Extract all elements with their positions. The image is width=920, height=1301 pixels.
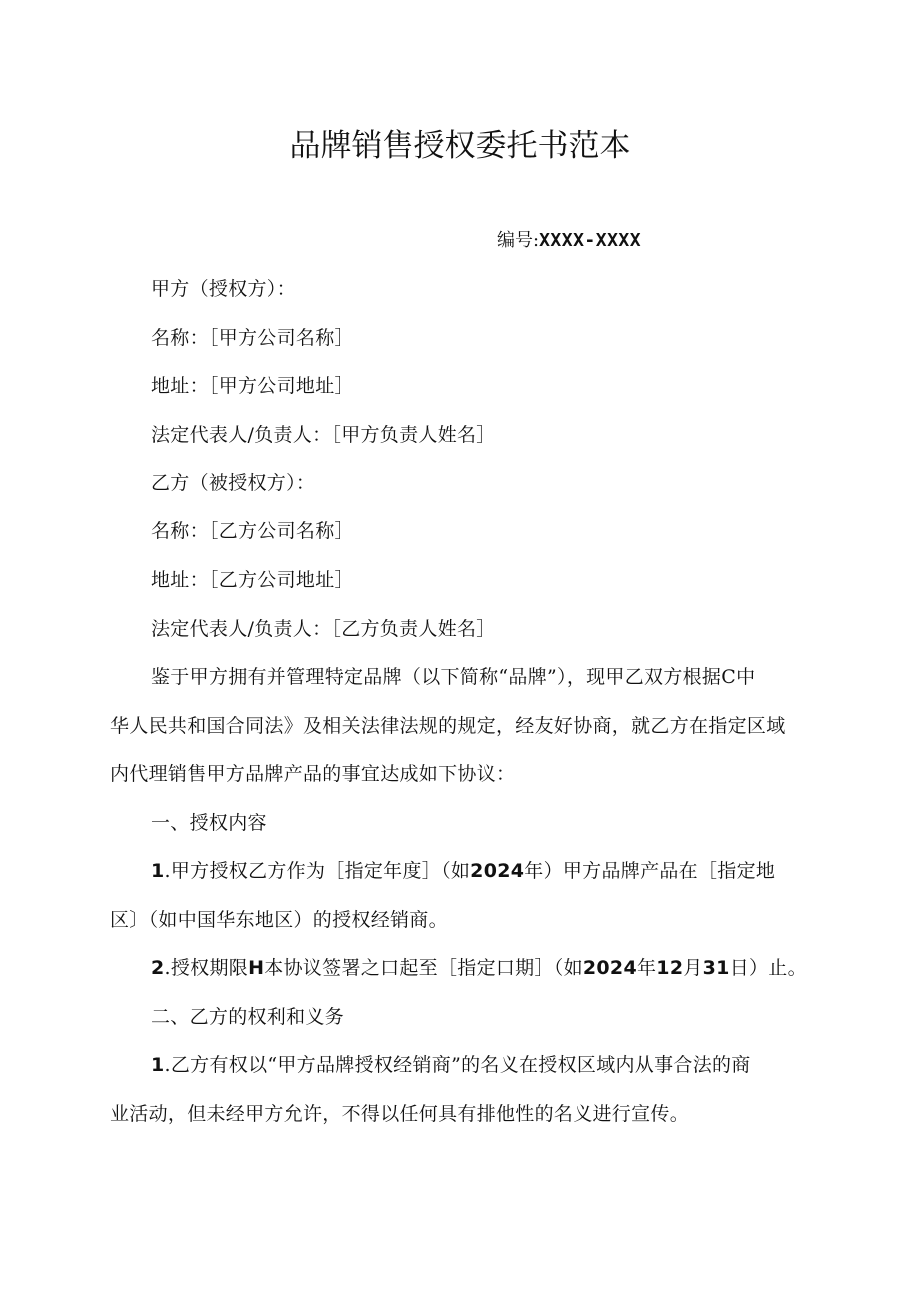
item-number: 1 [151, 1054, 165, 1076]
section-1-item-2 [151, 955, 807, 981]
document-title: 品牌销售授权委托书范本 [289, 128, 631, 164]
document-number-label: 编号: [497, 230, 540, 251]
item-number: 1 [151, 860, 165, 882]
month-value: 12 [656, 957, 684, 979]
item-text: 月 [683, 957, 703, 979]
party-b-heading: 乙方（被授权方）： [151, 472, 316, 494]
party-a-name: 名称：［甲方公司名称］ [151, 327, 354, 349]
section-1-heading: 一、授权内容 [151, 812, 267, 834]
party-a-heading: 甲方（授权方）： [151, 278, 296, 300]
party-b-address: 地址：［乙方公司地址］ [151, 569, 354, 591]
item-text: .授权期限 [164, 957, 249, 979]
day-value: 31 [702, 957, 730, 979]
item-text: 年）甲方品牌产品在［指定地 [524, 860, 776, 882]
item-text: 本协议签署之口起至［指定口期］（如 [264, 957, 583, 979]
document-number-value: XXXX-XXXX [539, 230, 642, 251]
preamble-line-3: 内代理销售甲方品牌产品的事宜达成如下协议： [110, 763, 516, 785]
document-number [497, 228, 641, 254]
section-2-heading: 二、乙方的权利和义务 [151, 1006, 345, 1028]
item-number: 2 [151, 957, 165, 979]
year-value: 2024 [470, 860, 525, 882]
year-value: 2024 [582, 957, 637, 979]
party-a-representative: 法定代表人/负责人：［甲方负责人姓名］ [151, 424, 496, 446]
section-1-item-1-line-2: 区〕（如中国华东地区）的授权经销商。 [110, 909, 448, 931]
item-text: 日）止。 [729, 957, 807, 979]
party-b-name: 名称：［乙方公司名称］ [151, 520, 354, 542]
preamble-line-1: 鉴于甲方拥有并管理特定品牌（以下简称“品牌”），现甲乙双方根据C中 [151, 666, 756, 688]
party-a-address: 地址：［甲方公司地址］ [151, 375, 354, 397]
section-2-item-1-line-1 [151, 1052, 751, 1078]
item-text: .甲方授权乙方作为［指定年度］（如 [164, 860, 471, 882]
section-2-item-1-line-2: 业活动，但未经甲方允许，不得以任何具有排他性的名义进行宣传。 [110, 1103, 690, 1125]
preamble-line-2: 华人民共和国合同法》及相关法律法规的规定，经友好协商，就乙方在指定区域 [110, 715, 786, 737]
party-b-representative: 法定代表人/负责人：［乙方负责人姓名］ [151, 618, 496, 640]
item-text: 年 [636, 957, 657, 979]
item-text: H [248, 957, 265, 979]
section-1-item-1-line-1 [151, 858, 775, 884]
item-text: .乙方有权以“甲方品牌授权经销商”的名义在授权区域内从事合法的商 [164, 1054, 751, 1076]
